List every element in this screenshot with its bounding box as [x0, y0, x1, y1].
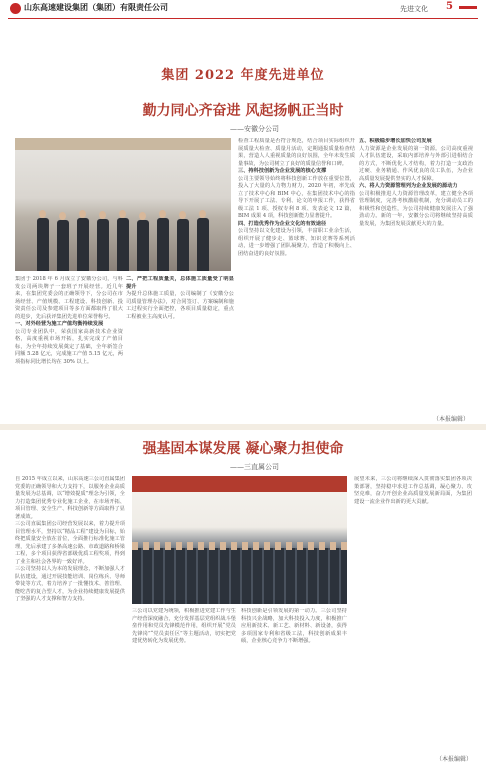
article1-heading-5: 五、积极稳步增长加快公司发展 [359, 138, 432, 144]
article1-heading-6: 六、将人力资源管理列为企业发展的源动力 [359, 183, 458, 189]
article1-column-1 [15, 276, 123, 416]
page-title: 集团 2022 年度先进单位 [161, 68, 325, 83]
article1-group-photo [15, 138, 231, 271]
section-separator [0, 424, 486, 430]
article1-heading-1: 一、对外经营为施工产值均衡持续发展 [15, 321, 104, 327]
header-divider [8, 18, 478, 19]
article2-column-4 [354, 476, 472, 758]
article1-column-2 [126, 276, 234, 416]
article2-column-1 [15, 476, 125, 758]
article1-paragraph-1: 公司专业团队中，荣获国家高新技术企业资格，高度重视市场开拓，扎实完成了产值目标，为全年持续发展奠定了基础，全年新签合同额 5.28 亿元，完成施工产值 5.15 亿元，两项指标同比增长均在 30% 以上。 [15, 328, 123, 365]
article1-paragraph-4: 公司主要领导始终将科技创新工作放在重要位置，投入了大量的人力物力财力，2020 年初，率先成立了技术中心和 BIM 中心，在集团技术中心的指导下开展了工法、专利、论文的申报工作，获得省级工法 1 项、授权专利 8 项、发表论文 12 篇，BIM 成果 4 项，科技创新能力显著提升。 [238, 175, 355, 219]
article1-byline: ——安徽分公司 [230, 125, 279, 133]
article2-paragraph-4: 三公司以党建为统领，积极推进党建工作与生产经营深度融合，充分发挥基层党组织战斗堡垒作用和党员先锋模范作用，组织开展“党员先锋岗”“党员责任区”等主题活动，切实把党建优势转化为发展优势。 [132, 608, 236, 644]
company-logo-icon [10, 3, 21, 14]
article1-end-note: （本报编辑） [433, 416, 470, 423]
article1-heading-2: 二、严把工程质量关，总体施工质量受了明显提升 [126, 276, 234, 290]
section-title: 先进文化 [400, 5, 428, 13]
article2-paragraph-5: 科技创新是引领发展的第一动力。三公司坚持科技兴企战略，加大科技投入力度，积极推广应用新技术、新工艺、新材料、新设备，获得多项国家专利和省级工法，科技创新成果丰硕，企业核心竞争力不断增强。 [241, 608, 347, 644]
article1-heading-4: 四、打造优秀作为企业文化的有效途径 [238, 220, 327, 227]
article1-paragraph-6: 人力资源是企业发展的第一资源。公司高度重视人才队伍建设，采取内部培养与外部引进相结合的方式，不断优化人才结构，着力打造一支政治过硬、业务精通、作风优良的员工队伍，为企业高质量发展提供坚实的人才保障。 [359, 145, 473, 182]
article2-paragraph-2: 三公司直属集团公司经营发展以来，着力提升项目管理水平，坚持以“精品工程”建设为目标，始终把质量安全放在首位，全面推行标准化施工管理，先后承建了多条高速公路、市政道路和桥梁工程，多个项目获得省部级优质工程奖项，得到了业主和社会各界的一致好评。 [15, 521, 125, 565]
article1-intro: 集团于 2018 年 6 月成立了安徽分公司，与科发公司两块牌子一套班子开展经营。近几年来，在集团党委会的正确领导下，分公司在市场经营、产值规模、工程建设、科技创新、投资责任公司及参建项目等多方面都取得了很大的进步，先后获评集团先进单位荣誉称号。 [15, 276, 123, 320]
page-number-bar [459, 6, 477, 9]
article1-column-4 [359, 138, 473, 410]
article1-paragraph-3: 检查工程质量是否符合规范，结合项目实际组织开展质量大检查、质量月活动，定期通报质量检查结果，营造人人重视质量的良好氛围，全年未发生质量事故，为公司树立了良好的质量信誉和口碑。 [238, 138, 355, 167]
article1-heading-3: 三、持科技创新为企业发展的核心支撑 [238, 168, 327, 174]
article1-column-3 [238, 138, 355, 410]
article2-end-note: （本报编辑） [436, 756, 473, 763]
article2-paragraph-3: 三公司坚持以人为本的发展理念，不断加强人才队伍建设，通过开展技能培训、岗位练兵、导师带徒等方式，着力培养了一批懂技术、善管理、能吃苦的复合型人才，为企业持续健康发展提供了坚强的人才支撑和智力支持。 [15, 566, 125, 602]
article2-paragraph-6: 展望未来，三公司将继续深入贯彻落实集团各项决策部署，坚持稳中求进工作总基调，凝心聚力、攻坚克难，奋力开创企业高质量发展新局面，为集团建设一流企业作出新的更大贡献。 [354, 476, 472, 505]
article2-column-2 [132, 608, 236, 758]
article2-column-3 [241, 608, 347, 758]
article2-byline: ——三直属公司 [230, 463, 279, 471]
article2-paragraph-1: 自 2015 年成立以来，山东高速三公司直属集团党委的正确领导和大力支持下，以服务企业高质量发展为总基调，以“增效提质”理念为引领，全力打造集团优秀专业化施工企业，在市场开拓、项目管理、安全生产、科技创新等方面取得了显著成效。 [15, 476, 125, 520]
article2-title: 强基固本谋发展 凝心聚力担使命 [142, 441, 344, 457]
article1-title: 勤力同心齐奋进 风起扬帆正当时 [142, 103, 344, 119]
page-number: 5 [446, 1, 453, 12]
article1-paragraph-7: 公司积极推进人力资源管理改革，建立健全各项管理制度，完善考核激励机制，充分调动员工的积极性和创造性，为公司持续健康发展注入了强劲动力。新的一年，安徽分公司将继续坚持高质量发展，为集团发展贡献更大的力量。 [359, 190, 473, 227]
article1-paragraph-2: 为提升总体施工质量，公司编制了《安徽分公司质量管理办法》，对合同签订、方案编制和施工过程实行全面把控，各项目质量稳定，重点工程被业主高度认可。 [126, 291, 234, 320]
article2-group-photo [132, 476, 347, 604]
article1-paragraph-5: 公司坚持以文化建设为引领，丰富职工业余生活，组织开展了健步走、篮球赛、知识竞赛等系列活动，进一步增强了团队凝聚力，营造了积极向上、团结奋进的良好氛围。 [238, 228, 355, 257]
company-name: 山东高速建设集团（集团）有限责任公司 [24, 2, 168, 12]
